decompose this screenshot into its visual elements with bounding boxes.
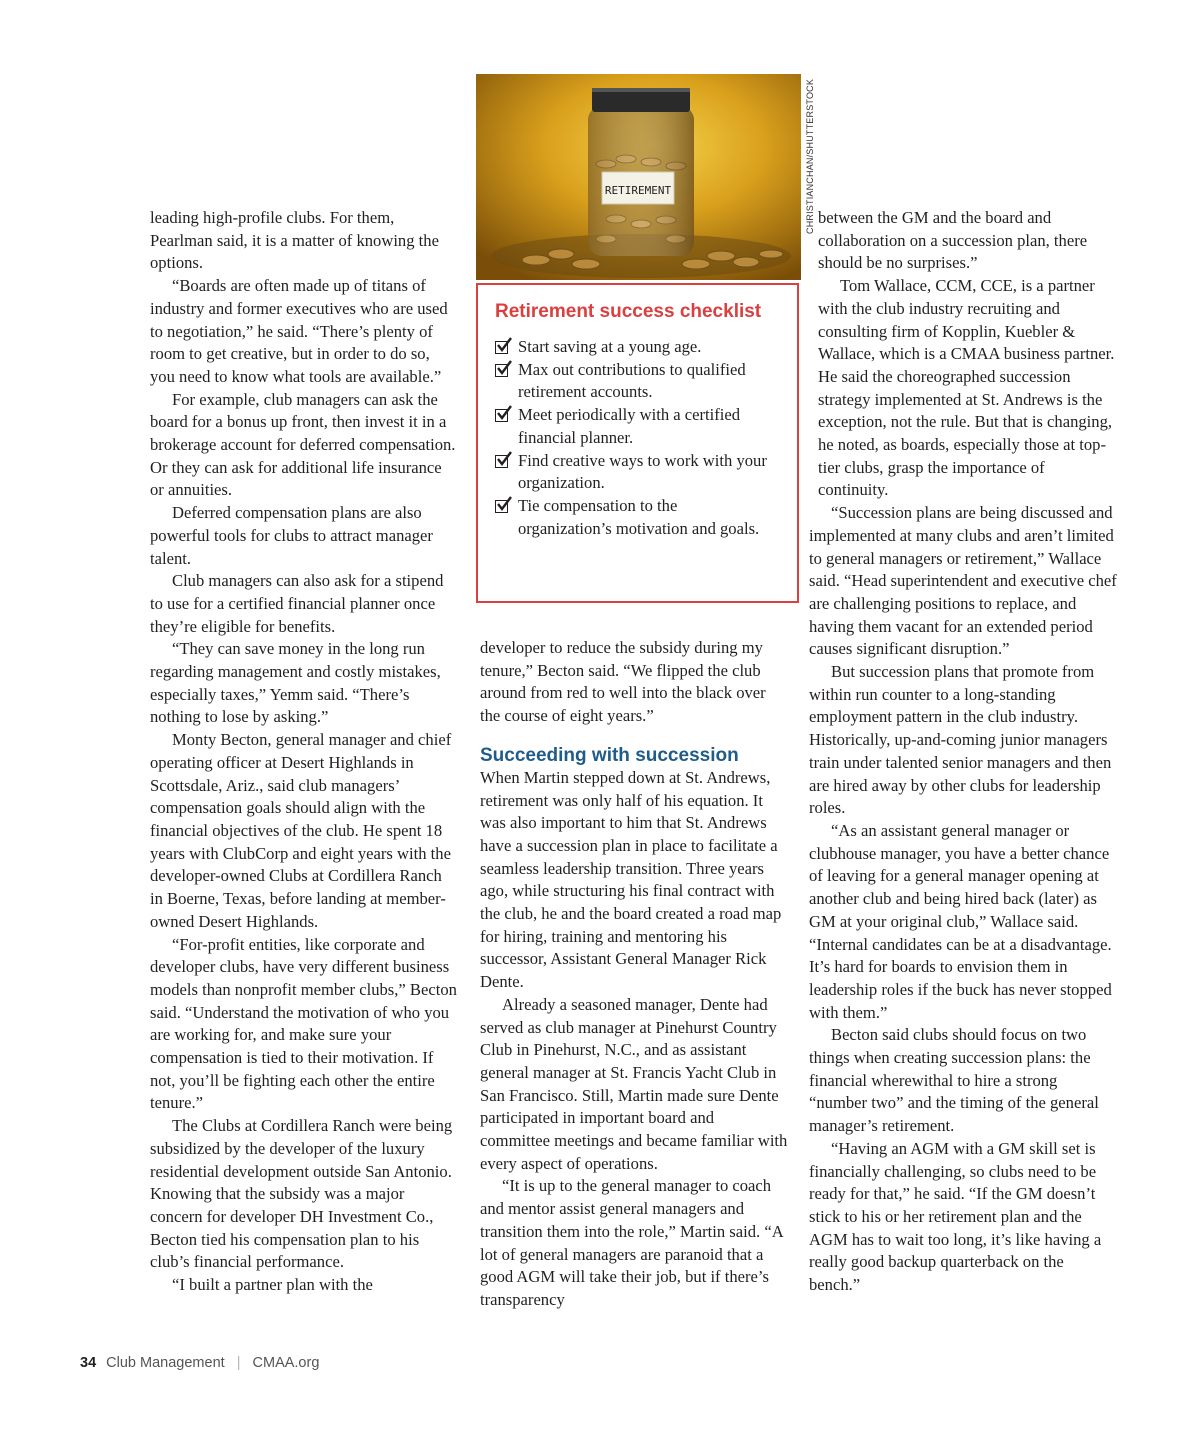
paragraph: “Having an AGM with a GM skill set is financially challenging, so clubs need to be ready for that,” he said. “If the GM doesn’t stick to his or her retirement plan and the AGM has to wait too long, it’s like having a really good backup quarterback on the bench.” <box>809 1138 1102 1295</box>
checkbox-icon <box>495 364 508 377</box>
checkbox-icon <box>495 500 508 513</box>
checkbox-icon <box>495 455 508 468</box>
paragraph: When Martin stepped down at St. Andrews, retirement was only half of his equation. It was also important to him that St. Andrews have a succession plan in place to facilitate a seamless leadership transition. Three years ago, while structuring his final contract with the club, he and the board created a road map for hiring, training and mentoring his successor, Assistant General Manager Rick Dente. <box>480 767 782 992</box>
retirement-checklist-box <box>476 283 799 603</box>
paragraph: Monty Becton, general manager and chief operating officer at Desert Highlands in Scottsdale, Ariz., said club managers’ compensation goals should align with the financial objectives of the club. He spent 18 years with ClubCorp and eight years with the developer-owned Clubs at Cordillera Ranch in Boerne, Texas, before landing at member-owned Desert Highlands. <box>150 730 452 931</box>
article-column-3 <box>809 207 1119 1297</box>
paragraph: “It is up to the general manager to coach and mentor assist general managers and transition them into the role,” Martin said. “A lot of general managers are paranoid that a good AGM will take their job, but if there’s transparency <box>480 1176 783 1309</box>
paragraph: “For-profit entities, like corporate and developer clubs, have very different business models than nonprofit member clubs,” Becton said. “Understand the motivation of who you are working for, and make sure your compensation is tied to their motivation. If not, you’ll be fighting each other the entire tenure.” <box>150 934 457 1113</box>
checklist-item <box>495 495 768 540</box>
publication-name: Club Management <box>106 1355 225 1371</box>
paragraph: Becton said clubs should focus on two things when creating succession plans: the financial wherewithal to hire a strong “number two” and the timing of the general manager’s retirement. <box>809 1025 1099 1136</box>
checklist-item-text: Meet periodically with a certified financial planner. <box>518 405 741 447</box>
page-number: 34 <box>80 1355 97 1371</box>
checklist-item-text: Max out contributions to qualified retirement accounts. <box>518 359 746 402</box>
website-link[interactable]: CMAA.org <box>252 1355 320 1371</box>
paragraph: “Succession plans are being discussed and implemented at many clubs and aren’t limited to general managers or retirement,” Wallace said. “Head superintendent and executive chef are challenging positions to replace, and having them vacant for an extended period causes significant disruption.” <box>809 503 1117 659</box>
checklist-item <box>495 404 768 449</box>
page-footer <box>80 1355 319 1371</box>
paragraph: between the GM and the board and collaboration on a succession plan, there should be no surprises.” <box>818 208 1088 273</box>
article-column-2 <box>480 637 788 1312</box>
paragraph: “As an assistant general manager or clubhouse manager, you have a better chance of leaving for a general manager opening at another club and being hired back (later) as GM at your original club,” Wallace said. “Internal candidates can be at a disadvantage. It’s hard for boards to envision them in leadership roles if the buck has never stopped with them.” <box>809 820 1112 1022</box>
paragraph: Tom Wallace, CCM, CCE, is a partner with the club industry recruiting and consulting firm of Kopplin, Kuebler & Wallace, which is a CMAA business partner. He said the choreographed succession strategy implemented at St. Andrews is the exception, not the rule. But that is changing, he noted, as boards, especially those at top-tier clubs, grasp the importance of continuity. <box>818 276 1115 500</box>
paragraph: developer to reduce the subsidy during my tenure,” Becton said. “We flipped the club around from red to well into the black over the course of eight years.” <box>480 638 766 726</box>
paragraph: “Boards are often made up of titans of industry and former executives who are used to negotiation,” he said. “There’s plenty of room to get creative, but in order to do so, you need to know what tools are available.” <box>150 276 448 386</box>
footer-separator: | <box>236 1355 241 1371</box>
paragraph: Deferred compensation plans are also powerful tools for clubs to attract manager talent. <box>150 503 433 568</box>
checklist-item <box>495 336 768 359</box>
checklist-item-text: Start saving at a young age. <box>518 337 702 356</box>
checklist-item <box>495 450 768 495</box>
paragraph: The Clubs at Cordillera Ranch were being subsidized by the developer of the luxury residential development outside San Antonio. Knowing that the subsidy was a major concern for developer DH Investment Co., Becton tied his compensation plan to his club’s financial performance. <box>150 1116 453 1272</box>
retirement-jar-photo <box>476 74 801 280</box>
checklist-item <box>495 359 768 404</box>
checkbox-icon <box>495 409 508 422</box>
checklist-title: Retirement success checklist <box>495 301 762 322</box>
jar-label-text: RETIREMENT <box>604 184 672 197</box>
checklist-item-text: Tie compensation to the organization’s motivation and goals. <box>518 495 760 538</box>
paragraph: But succession plans that promote from within run counter to a long-standing employment pattern in the club industry. Historically, up-and-coming junior managers train under talented senior managers and then are hired away by other clubs for leadership roles. <box>809 662 1112 818</box>
paragraph: Already a seasoned manager, Dente had served as club manager at Pinehurst Country Club in Pinehurst, N.C., and as assistant general manager at St. Francis Yacht Club in San Francisco. Still, Martin made sure Dente participated in important board and committee meetings and became familiar with every aspect of operations. <box>480 994 788 1173</box>
article-column-1 <box>150 207 458 1297</box>
paragraph: leading high-profile clubs. For them, Pearlman said, it is a matter of knowing the options. <box>150 208 439 273</box>
photo-credit: CHRISTIANCHAN/SHUTTERSTOCK <box>805 78 815 234</box>
checklist-items <box>478 336 797 540</box>
paragraph: For example, club managers can ask the board for a bonus up front, then invest it in a brokerage account for deferred compensation. Or they can ask for additional life insurance or annuities. <box>150 389 456 500</box>
paragraph: Club managers can also ask for a stipend to use for a certified financial planner once they’re eligible for benefits. <box>150 571 444 636</box>
coin-jar-illustration <box>476 74 801 280</box>
paragraph: “They can save money in the long run regarding management and costly mistakes, especially taxes,” Yemm said. “There’s nothing to lose by asking.” <box>150 639 441 727</box>
paragraph: “I built a partner plan with the <box>172 1275 373 1295</box>
section-subhead: Succeeding with succession <box>480 744 739 766</box>
checklist-item-text: Find creative ways to work with your organization. <box>518 450 767 493</box>
checkbox-icon <box>495 341 508 354</box>
